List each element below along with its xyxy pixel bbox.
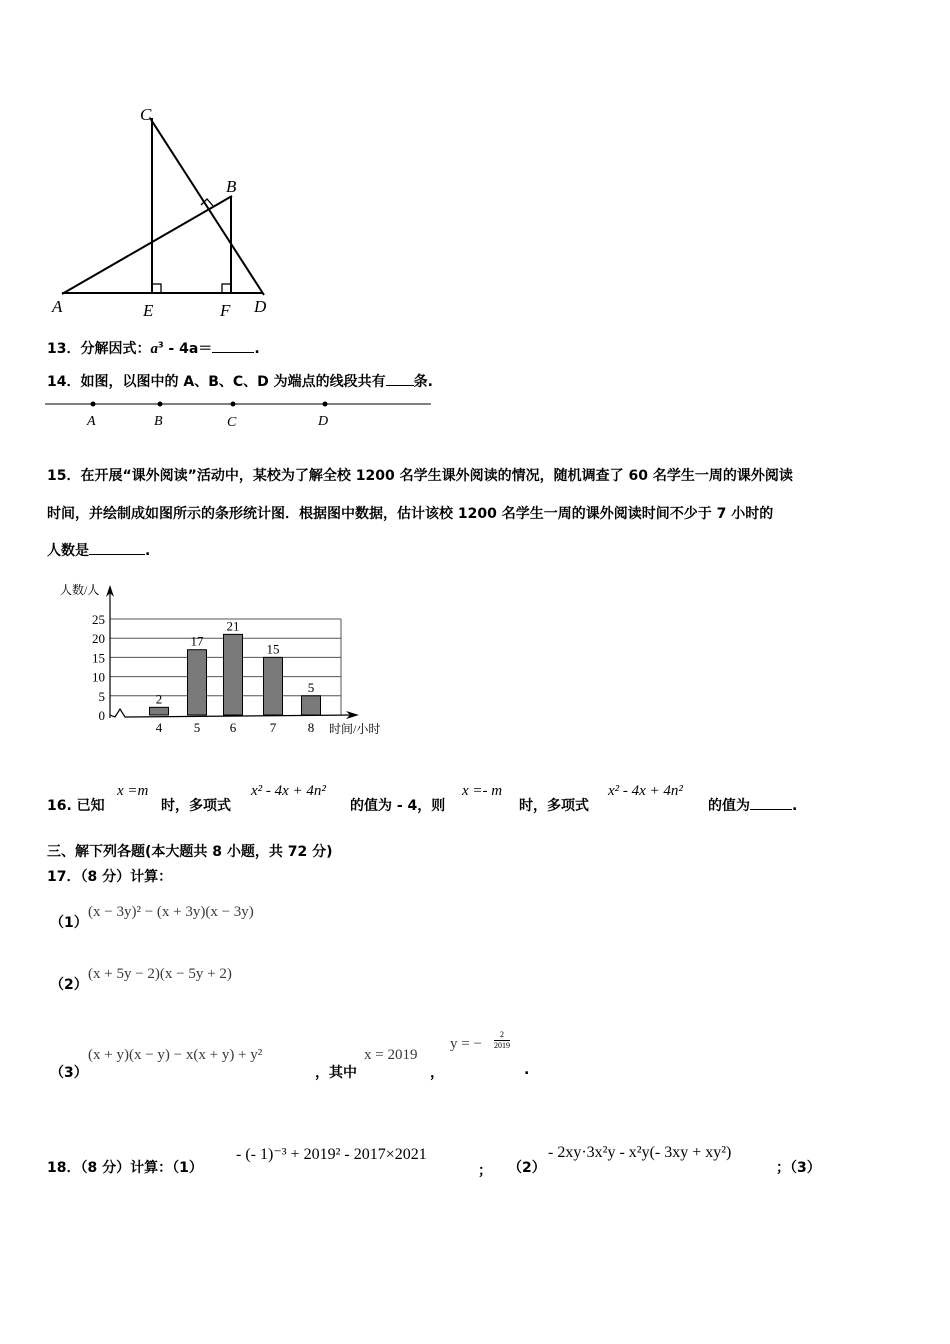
- q17-3-y-fraction: [494, 1030, 510, 1051]
- q18-header-text: 18．（8 分）计算：: [47, 1160, 173, 1176]
- q13-expr-rest: - 4a＝: [163, 341, 213, 357]
- q16-answer-blank[interactable]: [750, 795, 792, 810]
- q18-1-expr: - (- 1)⁻³ + 2019² - 2017×2021: [236, 1146, 427, 1163]
- data-label: 2: [155, 691, 163, 707]
- data-label: 17: [190, 633, 204, 649]
- question-15-line1: [47, 465, 793, 485]
- x-tick-label: 8: [307, 720, 315, 735]
- q13-end: .: [254, 341, 260, 357]
- q13-expr-exp: 3: [157, 340, 164, 350]
- y-tick-label: 25: [92, 612, 105, 627]
- q16-poly2: x² - 4x + 4n²: [608, 783, 683, 799]
- label-d: D: [254, 297, 267, 316]
- y-axis-label: 人数/人: [60, 583, 100, 597]
- q17-3-y-prefix: y = −: [450, 1036, 482, 1052]
- bar-chart: [0, 570, 420, 750]
- q17-3-expr: (x + y)(x − y) − x(x + y) + y²: [88, 1047, 263, 1063]
- q15-line1: 在开展“课外阅读”活动中，某校为了解全校 1200 名学生课外阅读的情况，随机调查了 60 名学生一周的课外阅读: [80, 468, 793, 484]
- q17-3-end: .: [524, 1062, 530, 1078]
- x-tick-label: 4: [155, 720, 163, 735]
- q18-3-label: （3）: [790, 1160, 821, 1176]
- q17-3-mid: ，其中: [315, 1065, 357, 1081]
- label-f: F: [220, 301, 231, 320]
- q14-answer-blank[interactable]: [386, 371, 414, 386]
- point-d: [323, 402, 328, 407]
- q17-3-x-value: x = 2019: [364, 1047, 418, 1063]
- point-label-a: A: [87, 414, 96, 429]
- bar-7: [264, 657, 283, 715]
- q18-2-label: （2）: [508, 1160, 546, 1176]
- segment-cd: [150, 118, 264, 295]
- q18-header: [47, 1157, 203, 1177]
- q14-number: 14．: [47, 374, 81, 390]
- q13-number: 13．: [47, 341, 81, 357]
- number-line-figure: [40, 395, 440, 435]
- question-15-line2: 时间，并绘制成如图所示的条形统计图．根据图中数据，估计该校 1200 名学生一周的课外阅读时间不少于 7 小时的: [47, 506, 774, 522]
- q14-end: 条.: [413, 374, 433, 390]
- q18-1-label: （1）: [172, 1160, 203, 1176]
- fraction-numerator: 2: [500, 1030, 504, 1039]
- x-tick-label: 7: [269, 720, 277, 735]
- right-angle-f: [222, 284, 231, 293]
- y-tick-label: 10: [92, 669, 105, 685]
- segment-ab: [62, 196, 232, 294]
- geometry-figure: [0, 0, 320, 330]
- section-3-title: 三、解下列各题(本大题共 8 小题，共 72 分): [47, 844, 333, 860]
- data-label: 15: [266, 641, 280, 657]
- q18-sep2: ；: [776, 1160, 790, 1176]
- q15-answer-blank[interactable]: [89, 540, 145, 555]
- q16-cond2: x =- m: [462, 783, 503, 799]
- question-15-line3: [47, 540, 150, 560]
- y-tick-label: 0: [98, 708, 105, 723]
- point-label-b: B: [154, 414, 163, 429]
- point-c: [231, 402, 236, 407]
- q18-sep1: ；: [478, 1163, 492, 1179]
- q17-1-expr: (x − 3y)² − (x + 3y)(x − 3y): [88, 904, 254, 920]
- question-13: [47, 338, 260, 358]
- data-label: 21: [226, 618, 240, 634]
- right-angle-e: [152, 284, 161, 293]
- q18-sep2-and-3: [776, 1157, 821, 1177]
- point-label-c: C: [227, 415, 237, 430]
- y-tick-label: 15: [92, 650, 105, 666]
- bar-8: [302, 696, 321, 715]
- q16-cond1: x =m: [117, 783, 149, 799]
- q17-header: 17．（8 分）计算：: [47, 869, 173, 885]
- q15-number: 15．: [47, 468, 81, 484]
- bar-4: [150, 707, 169, 715]
- q13-expr-base: a: [150, 341, 158, 357]
- q16-t2: 的值为 - 4，则: [350, 798, 446, 814]
- point-label-d: D: [318, 414, 329, 429]
- q15-end: .: [145, 543, 151, 559]
- y-tick-label: 20: [92, 631, 105, 647]
- q17-1-label: （1）: [50, 915, 88, 931]
- q16-poly1: x² - 4x + 4n²: [251, 783, 326, 799]
- x-axis-label: 时间/小时: [329, 722, 381, 736]
- q17-3-comma: ，: [430, 1065, 444, 1081]
- bar-6: [224, 634, 243, 715]
- point-b: [158, 402, 163, 407]
- point-a: [91, 402, 96, 407]
- q18-2-expr: - 2xy·3x²y - x²y(- 3xy + xy²): [548, 1144, 732, 1161]
- x-tick-label: 5: [193, 720, 201, 735]
- q13-answer-blank[interactable]: [212, 338, 254, 353]
- q16-prefix: 16. 已知: [47, 798, 105, 814]
- q17-2-label: （2）: [50, 977, 88, 993]
- q14-text: 如图，以图中的 A、B、C、D 为端点的线段共有: [80, 374, 386, 390]
- q16-end: .: [792, 798, 798, 814]
- q16-t4-text: 的值为: [708, 798, 750, 814]
- q13-text: 分解因式：: [80, 341, 151, 357]
- label-c: C: [140, 105, 152, 124]
- label-b: B: [226, 177, 237, 196]
- question-14: [47, 371, 433, 391]
- q16-t3: 时，多项式: [519, 798, 589, 814]
- q17-2-expr: (x + 5y − 2)(x − 5y + 2): [88, 966, 232, 982]
- q16-t4: [708, 795, 797, 815]
- label-a: A: [52, 297, 63, 316]
- q16-t1: 时，多项式: [161, 798, 231, 814]
- q15-line3: 人数是: [47, 543, 89, 559]
- q17-3-label: （3）: [50, 1065, 88, 1081]
- label-e: E: [143, 301, 154, 320]
- x-tick-label: 6: [229, 720, 237, 735]
- bar-5: [188, 650, 207, 715]
- y-tick-label: 5: [98, 688, 105, 704]
- fraction-denominator: 2019: [494, 1041, 510, 1050]
- data-label: 5: [307, 679, 315, 695]
